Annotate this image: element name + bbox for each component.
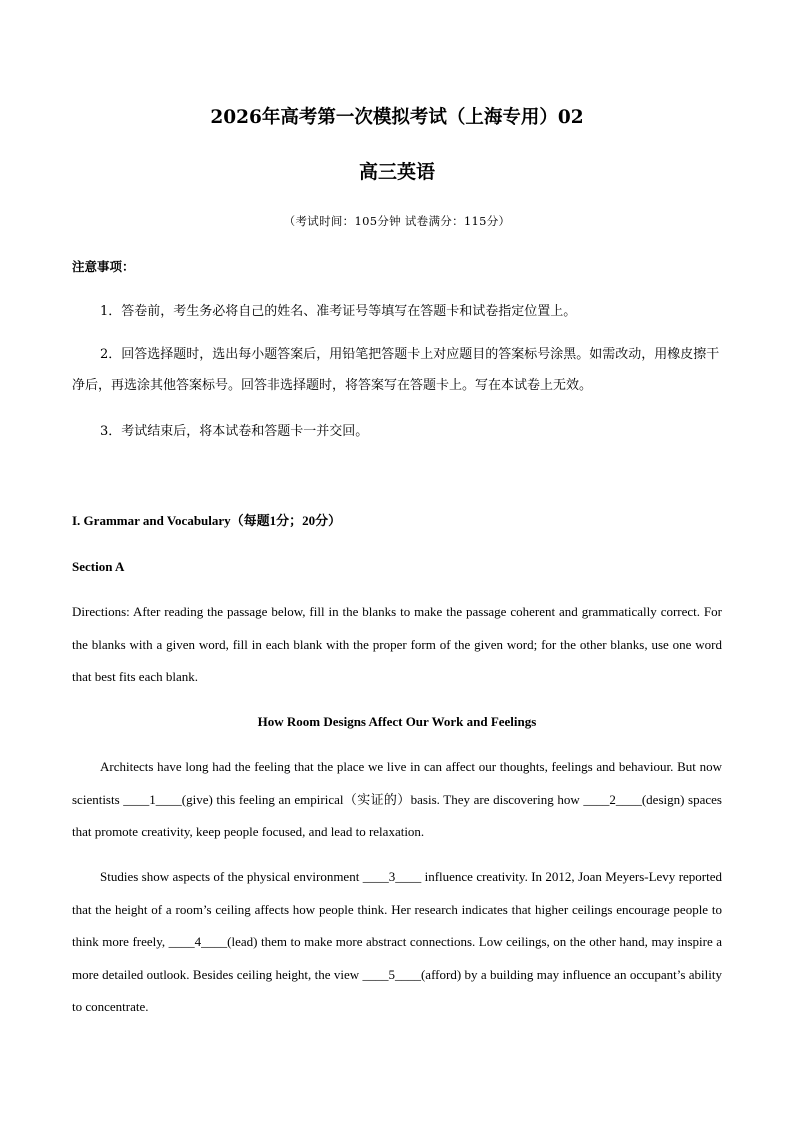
exam-info: （考试时间：105分钟 试卷满分：115分） bbox=[283, 214, 511, 228]
directions-text: Directions: After reading the passage below, fill in the blanks to make the passage coherent and grammatically correct. For the blanks with a given word, fill in each blank with the proper form of the given word; for the other blanks, use one word that best fits each blank. bbox=[72, 604, 722, 684]
section-a-title: Section A bbox=[72, 559, 125, 574]
exam-title: 2026年高考第一次模拟考试（上海专用）02 bbox=[210, 107, 584, 128]
passage-paragraph-2: Studies show aspects of the physical environment ____3____ influence creativity. In 2012, Joan Meyers-Levy reported that the height of a room’s ceiling affects how people think. Her research indicates that higher ceilings encourage people to think more freely, ____4____(lead) them to make more abstract connections. Low ceilings, on the other hand, may inspire a more detailed outlook. Besides ceiling height, the view ____5____(afford) by a building may influence an occupant’s ability to concentrate. bbox=[72, 869, 722, 1014]
notice-item-2: 2．回答选择题时，选出每小题答案后，用铅笔把答题卡上对应题目的答案标号涂黑。如需改动，用橡皮擦干净后，再选涂其他答案标号。回答非选择题时，将答案写在答题卡上。写在本试卷上无效。 bbox=[72, 347, 720, 393]
exam-subject: 高三英语 bbox=[358, 161, 435, 183]
part-title: I. Grammar and Vocabulary（每题1分；20分） bbox=[72, 513, 342, 528]
notice-item-1: 1．答卷前，考生务必将自己的姓名、准考证号等填写在答题卡和试卷指定位置上。 bbox=[100, 304, 577, 319]
passage-paragraph-1: Architects have long had the feeling that the place we live in can affect our thoughts, feelings and behaviour. But now scientists ____1____(give) this feeling an empirical（实证的）basis. They are discovering how ____2____(design) spaces that promote creativity, keep people focused, and lead to relaxation. bbox=[72, 759, 722, 839]
notice-item-3: 3．考试结束后，将本试卷和答题卡一并交回。 bbox=[100, 424, 369, 439]
notice-heading: 注意事项： bbox=[72, 259, 135, 274]
passage-title: How Room Designs Affect Our Work and Feelings bbox=[257, 714, 537, 729]
